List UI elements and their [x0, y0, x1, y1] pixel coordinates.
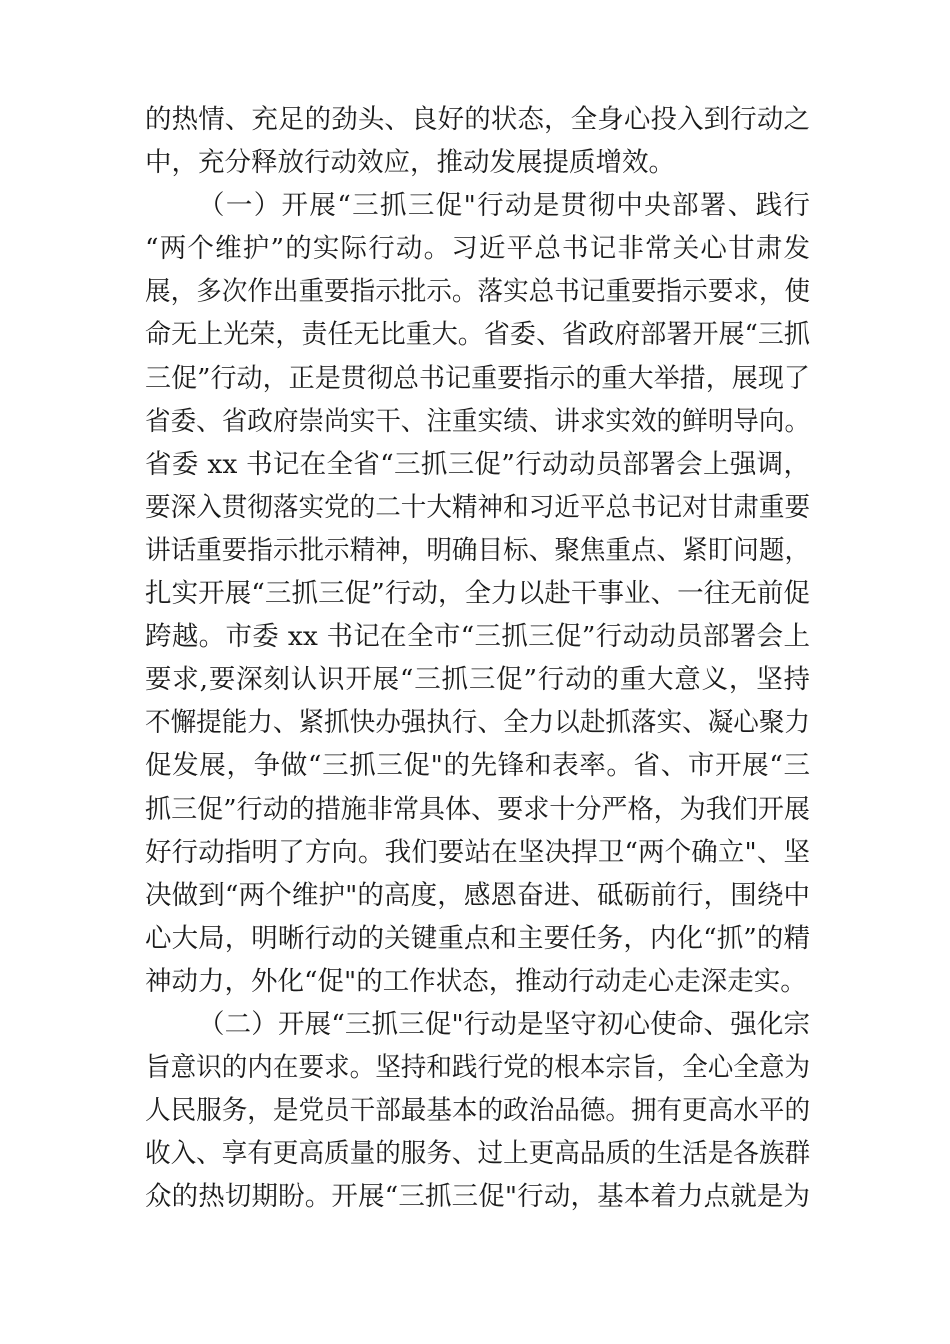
text-line: 抓三促”行动的措施非常具体、要求十分严格，为我们开展 — [145, 793, 810, 825]
text-line: 人民服务，是党员干部最基本的政治品德。拥有更高水平的 — [145, 1095, 811, 1127]
text-line: 心大局，明晰行动的关键重点和主要任务，内化“抓”的精 — [145, 922, 810, 954]
text-line: 要深入贯彻落实党的二十大精神和习近平总书记对甘肃重要 — [145, 491, 811, 523]
text-line: 讲话重要指示批示精神，明确目标、聚焦重点、紧盯问题， — [145, 534, 811, 566]
text-line: 扎实开展“三抓三促”行动，全力以赴干事业、一往无前促 — [145, 578, 810, 610]
body-text — [145, 98, 810, 1218]
text-line: 跨越。市委 xx 书记在全市“三抓三促”行动动员部署会上 — [145, 621, 810, 653]
text-line: 省委 xx 书记在全省“三抓三促”行动动员部署会上强调， — [145, 448, 810, 480]
text-line: 中，充分释放行动效应，推动发展提质增效。 — [145, 147, 675, 179]
text-line: 促发展，争做“三抓三促"的先锋和表率。省、市开展“三 — [145, 750, 810, 782]
text-line: 展，多次作出重要指示批示。落实总书记重要指示要求，使 — [145, 276, 811, 308]
text-line: 命无上光荣，责任无比重大。省委、省政府部署开展“三抓 — [145, 319, 810, 351]
text-line: 收入、享有更高质量的服务、过上更高品质的生活是各族群 — [145, 1138, 811, 1170]
text-line: 省委、省政府崇尚实干、注重实绩、讲求实效的鲜明导向。 — [145, 405, 811, 437]
text-line: 旨意识的内在要求。坚持和践行党的根本宗旨，全心全意为 — [145, 1052, 811, 1084]
text-line: （一）开展“三抓三促"行动是贯彻中央部署、践行 — [198, 190, 810, 222]
text-line: 要求,要深刻认识开展“三抓三促”行动的重大意义，坚持 — [145, 664, 810, 696]
text-line: （二）开展“三抓三促"行动是坚守初心使命、强化宗 — [198, 1008, 810, 1040]
text-line: 三促”行动，正是贯彻总书记重要指示的重大举措，展现了 — [145, 362, 810, 394]
text-line: “两个维护”的实际行动。习近平总书记非常关心甘肃发 — [145, 233, 810, 265]
text-line: 不懈提能力、紧抓快办强执行、全力以赴抓落实、凝心聚力 — [145, 707, 811, 739]
text-line: 的热情、充足的劲头、良好的状态，全身心投入到行动之 — [145, 104, 810, 135]
text-line: 决做到“两个维护"的高度，感恩奋进、砥砺前行，围绕中 — [145, 879, 810, 911]
text-line: 神动力，外化“促"的工作状态，推动行动走心走深走实。 — [145, 965, 807, 997]
text-line: 众的热切期盼。开展“三抓三促"行动，基本着力点就是为 — [145, 1181, 810, 1213]
text-line: 好行动指明了方向。我们要站在坚决捍卫“两个确立"、坚 — [145, 836, 810, 868]
